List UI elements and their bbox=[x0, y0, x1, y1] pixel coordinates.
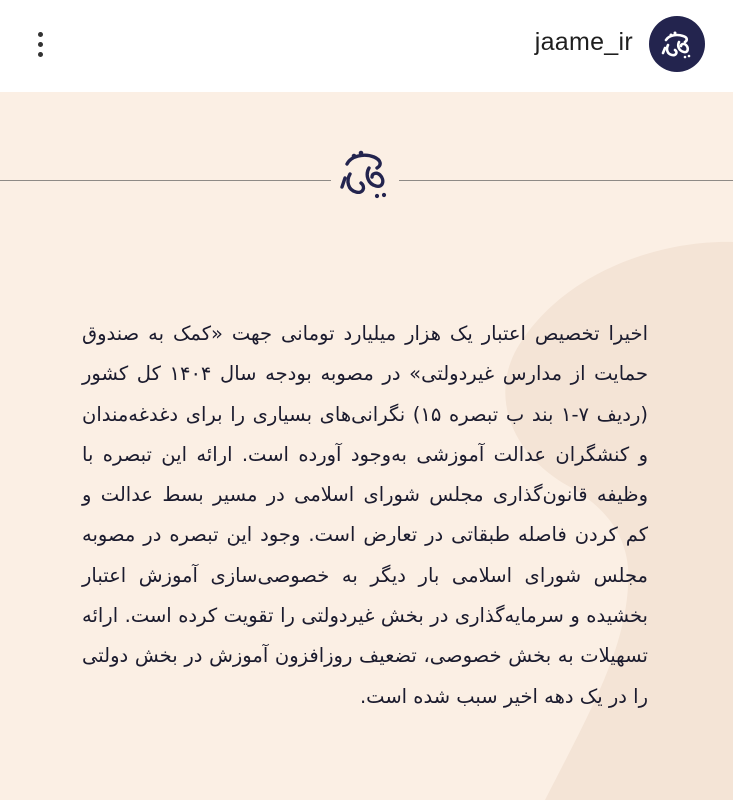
jaame-logo-icon bbox=[657, 24, 697, 64]
post-image bbox=[0, 92, 733, 800]
post-body-text: اخیرا تخصیص اعتبار یک هزار میلیارد تومانی جهت «کمک به صندوق حمایت از مدارس غیردولتی» در مصوبه بودجه سال ۱۴۰۴ کل کشور (ردیف ۷-۱ بند ب تبصره ۱۵) نگرانی‌های بسیاری را برای دغدغه‌مندان و کنشگران عدالت آموزشی به‌وجود آورده است. ارائه این تبصره با وظیفه قانون‌گذاری مجلس شورای اسلامی در مسیر بسط عدالت و کم کردن فاصله طبقاتی در تعارض است. وجود این تبصره در مصوبه مجلس شورای اسلامی بار دیگر به خصوصی‌سازی آموزش اعتبار بخشیده و سرمایه‌گذاری در بخش غیردولتی را تقویت کرده است. ارائه تسهیلات به بخش خصوصی، تضعیف روزافزون آموزش در بخش دولتی را در یک دهه اخیر سبب شده است. bbox=[82, 322, 648, 708]
account-username[interactable]: jaame_ir bbox=[534, 28, 633, 56]
jaame-logo-icon bbox=[331, 138, 399, 210]
more-options-button[interactable] bbox=[22, 24, 58, 64]
account-avatar[interactable] bbox=[649, 16, 705, 72]
post-header bbox=[0, 0, 733, 92]
brand-logo bbox=[331, 138, 399, 210]
more-vertical-icon bbox=[38, 32, 43, 37]
